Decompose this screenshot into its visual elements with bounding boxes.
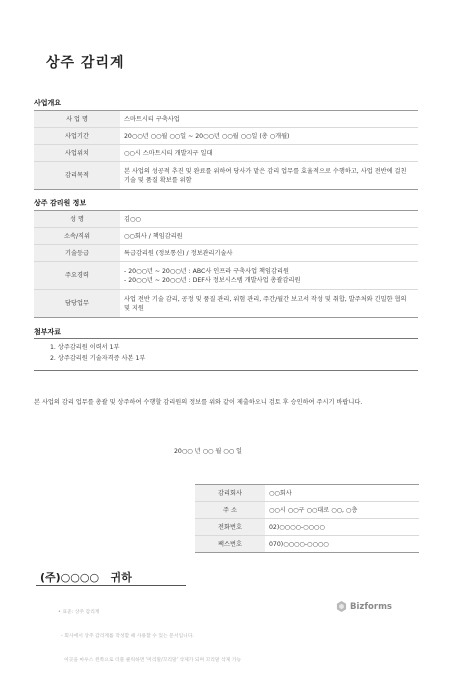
supervisor-row xyxy=(34,262,418,290)
field-label: 팩스번호 xyxy=(195,536,265,553)
bizforms-logo-icon xyxy=(336,601,347,612)
list-item: 1. 상주감리원 이력서 1부 xyxy=(50,344,120,351)
field-value: 본 사업의 성공적 추진 및 완료를 위하여 당사가 맡은 감리 업무를 효율적으로 수행하고, 사업 전반에 걸친 기술 및 품질 확보를 위함 xyxy=(120,162,418,190)
field-label: 사업기간 xyxy=(34,128,120,145)
field-value: ○○회사 / 책임감리원 xyxy=(120,228,418,245)
divider xyxy=(34,370,418,371)
field-label: 감리회사 xyxy=(195,485,265,502)
footnote xyxy=(58,593,330,673)
footnote-line: - 회사에서 상주 감리계를 작성할 때 사용할 수 있는 문서입니다. xyxy=(58,634,194,639)
field-label: 주 소 xyxy=(195,502,265,519)
field-value: 02)○○○○-○○○○ xyxy=(265,519,419,536)
supervisor-row xyxy=(34,245,418,262)
career-line: - 20○○년 ~ 20○○년 : ABC사 인프라 구축사업 책임감리원 xyxy=(124,267,289,275)
divider xyxy=(34,338,418,339)
career-line: - 20○○년 ~ 20○○년 : DEF사 정보시스템 개발사업 총괄감리원 xyxy=(124,276,301,284)
company-table xyxy=(195,484,419,553)
addressee-underline xyxy=(36,585,186,586)
field-value: 특급감리원 (정보통신) / 정보관리기술사 xyxy=(120,245,418,262)
field-value: ○○시 스마트시티 개발지구 일대 xyxy=(120,145,418,162)
field-label: 전화번호 xyxy=(195,519,265,536)
field-label: 담당업무 xyxy=(34,290,120,318)
overview-row xyxy=(34,145,418,162)
field-value: ○○회사 xyxy=(265,485,419,502)
field-value: 사업 전반 기술 감리, 공정 및 품질 관리, 위험 관리, 주간/월간 보고서 작성 및 취합, 발주처와 긴밀한 협의 및 지원 xyxy=(120,290,418,318)
addressee: (주)○○○○ 귀하 xyxy=(40,571,132,584)
field-value: ○○시 ○○구 ○○대로 ○○, ○층 xyxy=(265,502,419,519)
field-label: 사업위치 xyxy=(34,145,120,162)
company-row xyxy=(195,485,419,502)
field-value: 스마트시티 구축사업 xyxy=(120,111,418,128)
section-heading-overview: 사업개요 xyxy=(34,99,62,107)
field-label: 성 명 xyxy=(34,211,120,228)
field-label: 사 업 명 xyxy=(34,111,120,128)
field-value: 김○○ xyxy=(120,211,418,228)
supervisor-table xyxy=(34,210,418,318)
field-value xyxy=(120,262,418,290)
supervisor-row xyxy=(34,290,418,318)
footnote-line: 이곳을 마우스 왼쪽으로 더블 클릭하면 '머리말/꼬리말' 삭제가 되며 꼬리말 삭제 가능 xyxy=(58,658,242,663)
date-line: 20○○ 년 ○○ 월 ○○ 일 xyxy=(174,448,243,455)
section-heading-supervisor: 상주 감리원 정보 xyxy=(34,199,87,207)
overview-row xyxy=(34,162,418,190)
field-label: 소속/직위 xyxy=(34,228,120,245)
brand-logo xyxy=(336,601,392,612)
field-value: 20○○년 ○○월 ○○일 ~ 20○○년 ○○월 ○○일 (총 ○개월) xyxy=(120,128,418,145)
supervisor-row xyxy=(34,211,418,228)
company-row xyxy=(195,536,419,553)
field-label: 주요경력 xyxy=(34,262,120,290)
attachment-list xyxy=(50,342,145,364)
company-row xyxy=(195,502,419,519)
brand-name: Bizforms xyxy=(350,601,392,612)
field-label: 감리목적 xyxy=(34,162,120,190)
field-value: 070)○○○○-○○○○ xyxy=(265,536,419,553)
document-title: 상주 감리계 xyxy=(46,55,125,71)
statement-paragraph: 본 사업의 감리 업무를 총괄 및 상주하여 수행할 감리원의 정보를 위와 같이 제출하오니 검토 후 승인하여 주시기 바랍니다. xyxy=(34,399,363,406)
field-label: 기술등급 xyxy=(34,245,120,262)
overview-table xyxy=(34,110,418,190)
company-row xyxy=(195,519,419,536)
section-heading-attachments: 첨부자료 xyxy=(34,328,62,336)
list-item: 2. 상주감리원 기술자격증 사본 1부 xyxy=(50,355,146,362)
footnote-line: • 표준: 상주 감리계 xyxy=(58,610,100,615)
overview-row xyxy=(34,111,418,128)
supervisor-row xyxy=(34,228,418,245)
overview-row xyxy=(34,128,418,145)
